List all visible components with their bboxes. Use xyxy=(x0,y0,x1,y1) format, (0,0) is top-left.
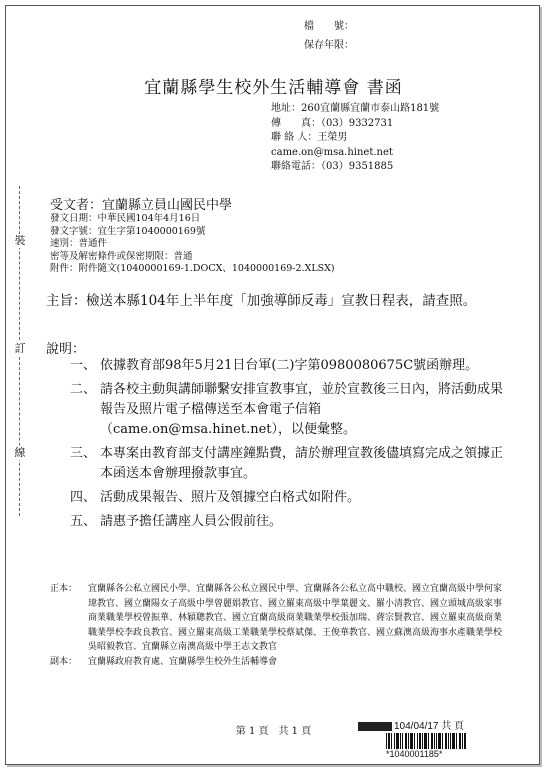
barcode-number: *1040001185* xyxy=(386,749,443,759)
distribution-block xyxy=(50,582,505,669)
copy-list: 宜蘭縣政府教育處、宜蘭縣學生校外生活輔導會 xyxy=(88,656,278,667)
contact-phone: 聯絡電話：（03）9351885 xyxy=(271,161,394,172)
contact-person: 聯 絡 人：王榮男 xyxy=(271,132,348,143)
item-number: 一、 xyxy=(70,358,97,373)
copy-recipients xyxy=(50,655,505,670)
item-number: 二、 xyxy=(70,382,97,397)
item-text: 依據教育部98年5月21日台軍(二)字第0980080675C號函辦理。 xyxy=(100,358,479,373)
contact-block xyxy=(271,102,439,175)
binding-line xyxy=(9,186,31,516)
item-text: 本專案由教育部支付講座鐘點費，請於辦理宣教後儘填寫完成之領據正本函送本會辦理撥款事宜。 xyxy=(100,446,504,481)
list-item xyxy=(70,356,506,376)
contact-email: came.on@msa.hinet.net xyxy=(271,146,393,158)
contact-address: 地址：260宜蘭縣宜蘭市泰山路181號 xyxy=(271,103,440,114)
item-number: 三、 xyxy=(70,446,97,461)
binding-mark-ding: 訂 xyxy=(11,342,29,356)
page-footer: 第 1 頁 共 1 頁 xyxy=(235,726,312,737)
list-item xyxy=(70,512,506,532)
original-list: 宜蘭縣各公私立國民小學、宜蘭縣各公私立國民中學、宜蘭縣各公私立高中職校、國立宜蘭高級中學何家瑋教官、國立蘭陽女子高級中學曾麗娟教官、國立羅東高級中學葉麗文、羅小清教官、國立頭城高級家事商業職業學校曾振華、林穎聰教官、國立宜蘭高級商業職業學校張加瑞、蔣宗賢教官、國立羅東高級商業職業學校李政良教官、國立羅東高級工業職業學校蔡斌傑、王俊華教官、國立蘇澳高級海事水產職業學校吳昭毅教官、宜蘭縣立南澳高級中學王志文教官 xyxy=(88,584,503,652)
receipt-stamp xyxy=(358,717,464,732)
item-number: 四、 xyxy=(70,490,97,505)
list-item xyxy=(70,380,506,440)
binding-mark-zhuang: 裝 xyxy=(11,234,29,248)
recipient: 受文者：宜蘭縣立員山國民中學 xyxy=(50,198,233,213)
original-recipients xyxy=(50,582,505,655)
confidentiality: 密等及解密條件或保密期限：普通 xyxy=(50,250,193,262)
list-item xyxy=(70,444,506,484)
item-text: 請各校主動與講師聯繫安排宣教事宜，並於宣教後三日內，將活動成果報告及照片電子檔傳送至本會電子信箱（came.on@msa.hinet.net），以便彙整。 xyxy=(100,382,504,437)
explanation-label: 說明： xyxy=(46,342,86,357)
subject-block xyxy=(46,290,496,312)
document-title: 宜蘭縣學生校外生活輔導會 書函 xyxy=(144,78,403,98)
item-text: 活動成果報告、照片及領據空白格式如附件。 xyxy=(100,490,361,505)
item-text: 請惠予擔任講座人員公假前往。 xyxy=(100,514,283,529)
subject-text: 檢送本縣104年上半年度「加強導師反毒」宣教日程表，請查照。 xyxy=(86,293,477,309)
stamp-text: 104/04/17 共 頁 xyxy=(394,721,465,732)
stamp-logo-icon xyxy=(358,722,392,731)
item-number: 五、 xyxy=(70,514,97,529)
contact-fax: 傳 真：（03）9332731 xyxy=(271,117,394,129)
subject-label: 主旨： xyxy=(46,293,87,309)
document-meta xyxy=(50,213,335,276)
original-label: 正本： xyxy=(50,584,78,594)
file-number-row xyxy=(304,20,362,33)
file-number-label: 檔 號： xyxy=(304,21,354,32)
speed-class: 速別：普通件 xyxy=(50,238,108,249)
attachments: 附件：附件隨文(1040000169-1.DOCX、1040000169-2.XLSX) xyxy=(50,263,335,274)
barcode-icon xyxy=(386,733,466,749)
retention-period-label: 保存年限： xyxy=(304,40,354,51)
binding-mark-xian: 線 xyxy=(11,446,29,460)
issue-number: 發文字號：宜生字第1040000169號 xyxy=(50,225,206,237)
list-item xyxy=(70,488,506,508)
official-letter-page xyxy=(5,5,540,765)
explanation-list xyxy=(70,356,506,536)
retention-period-row xyxy=(304,39,362,52)
issue-date: 發文日期：中華民國104年4月16日 xyxy=(50,213,201,224)
copy-label: 副本： xyxy=(50,656,78,667)
